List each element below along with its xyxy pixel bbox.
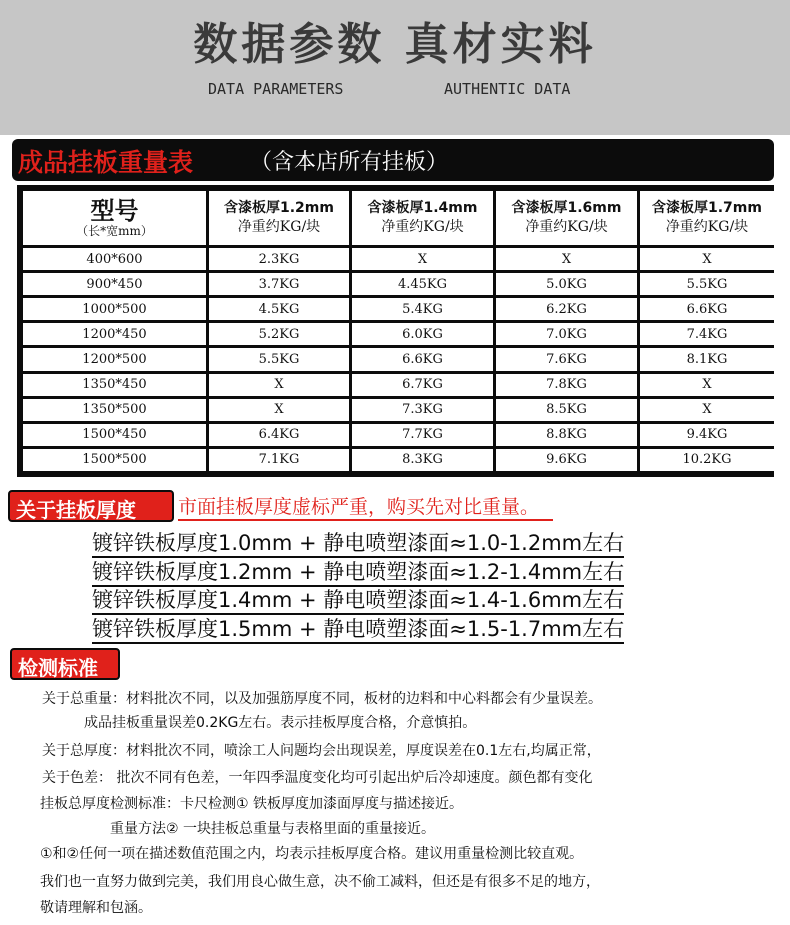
weight-cell: 6.0KG [352, 323, 493, 345]
weight-cell: 6.4KG [209, 424, 349, 446]
weight-cell: X [209, 374, 349, 396]
table-title-note: （含本店所有挂板） [250, 150, 449, 175]
model-cell: 1500*450 [23, 424, 206, 446]
table-row [23, 374, 774, 396]
column-unit: 净重约KG/块 [381, 219, 464, 235]
weight-cell: X [352, 248, 493, 270]
model-cell: 1200*450 [23, 323, 206, 345]
detection-note: 关于色差： 批次不同有色差，一年四季温度变化均可引起出炉后冷却速度。颜色都有变化 [42, 770, 593, 786]
model-cell: 900*450 [23, 273, 206, 295]
table-title-bar [12, 139, 774, 181]
thickness-spec-line: 镀锌铁板厚度1.5mm + 静电喷塑漆面≈1.5-1.7mm左右 [92, 616, 624, 644]
weight-cell: 8.3KG [352, 449, 493, 471]
weight-cell: X [640, 248, 774, 270]
table-row [23, 348, 774, 370]
column-thickness: 含漆板厚1.7mm [652, 200, 762, 216]
weight-cell: 4.5KG [209, 298, 349, 320]
model-header: 型号 [90, 196, 139, 225]
thickness-spec-line: 镀锌铁板厚度1.2mm + 静电喷塑漆面≈1.2-1.4mm左右 [92, 559, 624, 587]
column-header [640, 191, 774, 245]
weight-cell: 5.2KG [209, 323, 349, 345]
table-row [23, 399, 774, 421]
model-cell: 400*600 [23, 248, 206, 270]
weight-cell: X [209, 399, 349, 421]
table-row [23, 273, 774, 295]
thickness-warning: 市面挂板厚度虚标严重，购买先对比重量。 [178, 495, 553, 521]
weight-cell: 7.0KG [496, 323, 637, 345]
weight-cell: 7.4KG [640, 323, 774, 345]
model-cell: 1000*500 [23, 298, 206, 320]
column-header [496, 191, 637, 245]
header-banner [0, 0, 790, 135]
weight-cell: 5.4KG [352, 298, 493, 320]
weight-cell: 7.1KG [209, 449, 349, 471]
weight-cell: 8.8KG [496, 424, 637, 446]
weight-cell: 9.6KG [496, 449, 637, 471]
subtitle-data-parameters: DATA PARAMETERS [208, 80, 344, 98]
weight-cell: 7.6KG [496, 348, 637, 370]
weight-cell: 5.5KG [209, 348, 349, 370]
table-row [23, 323, 774, 345]
weight-cell: 6.6KG [640, 298, 774, 320]
table-row [23, 424, 774, 446]
page-title: 数据参数 真材实料 [193, 19, 597, 70]
weight-cell: 8.1KG [640, 348, 774, 370]
thickness-spec-line: 镀锌铁板厚度1.4mm + 静电喷塑漆面≈1.4-1.6mm左右 [92, 587, 624, 615]
column-header [352, 191, 493, 245]
weight-cell: 7.7KG [352, 424, 493, 446]
weight-cell: 7.3KG [352, 399, 493, 421]
weight-cell: 4.45KG [352, 273, 493, 295]
detection-note: ①和②任何一项在描述数值范围之内，均表示挂板厚度合格。建议用重量检测比较直观。 [40, 846, 584, 862]
weight-cell: 2.3KG [209, 248, 349, 270]
model-header-cell [23, 191, 206, 245]
weight-cell: 6.2KG [496, 298, 637, 320]
weight-cell: 8.5KG [496, 399, 637, 421]
thickness-section-label: 关于挂板厚度 [8, 490, 174, 522]
model-subheader: （长*宽mm） [76, 224, 153, 238]
column-unit: 净重约KG/块 [665, 219, 749, 235]
detection-note: 敬请理解和包涵。 [40, 900, 152, 916]
column-header [209, 191, 349, 245]
weight-cell: 5.5KG [640, 273, 774, 295]
weight-cell: 7.8KG [496, 374, 637, 396]
model-cell: 1350*500 [23, 399, 206, 421]
weight-cell: X [640, 399, 774, 421]
column-thickness: 含漆板厚1.6mm [511, 200, 622, 216]
table-row [23, 449, 774, 471]
table-row [23, 248, 774, 270]
model-cell: 1500*500 [23, 449, 206, 471]
weight-cell: X [496, 248, 637, 270]
column-unit: 净重约KG/块 [525, 219, 608, 235]
model-cell: 1350*450 [23, 374, 206, 396]
detection-note: 挂板总厚度检测标准：卡尺检测① 铁板厚度加漆面厚度与描述接近。 [40, 796, 463, 812]
table-title: 成品挂板重量表 [18, 148, 194, 177]
detection-note: 关于总厚度：材料批次不同，喷涂工人问题均会出现误差，厚度误差在0.1左右,均属正常， [42, 743, 601, 759]
weight-table [17, 185, 774, 477]
model-cell: 1200*500 [23, 348, 206, 370]
detection-note: 我们也一直努力做到完美，我们用良心做生意，决不偷工减料，但还是有很多不足的地方， [40, 874, 600, 890]
table-header-row [23, 191, 774, 245]
detection-note: 重量方法② 一块挂板总重量与表格里面的重量接近。 [110, 821, 435, 837]
column-unit: 净重约KG/块 [237, 219, 321, 235]
detection-section-label: 检测标准 [10, 648, 120, 680]
weight-cell: 9.4KG [640, 424, 774, 446]
column-thickness: 含漆板厚1.4mm [367, 200, 478, 216]
thickness-spec-line: 镀锌铁板厚度1.0mm + 静电喷塑漆面≈1.0-1.2mm左右 [92, 530, 624, 558]
table-row [23, 298, 774, 320]
weight-cell: 6.7KG [352, 374, 493, 396]
detection-note: 成品挂板重量误差0.2KG左右。表示挂板厚度合格，介意慎拍。 [84, 715, 477, 731]
weight-cell: 3.7KG [209, 273, 349, 295]
detection-note: 关于总重量：材料批次不同，以及加强筋厚度不同，板材的边料和中心料都会有少量误差。 [42, 691, 602, 707]
weight-cell: X [640, 374, 774, 396]
weight-cell: 10.2KG [640, 449, 774, 471]
column-thickness: 含漆板厚1.2mm [224, 200, 334, 216]
subtitle-authentic-data: AUTHENTIC DATA [444, 80, 571, 98]
weight-cell: 5.0KG [496, 273, 637, 295]
weight-cell: 6.6KG [352, 348, 493, 370]
